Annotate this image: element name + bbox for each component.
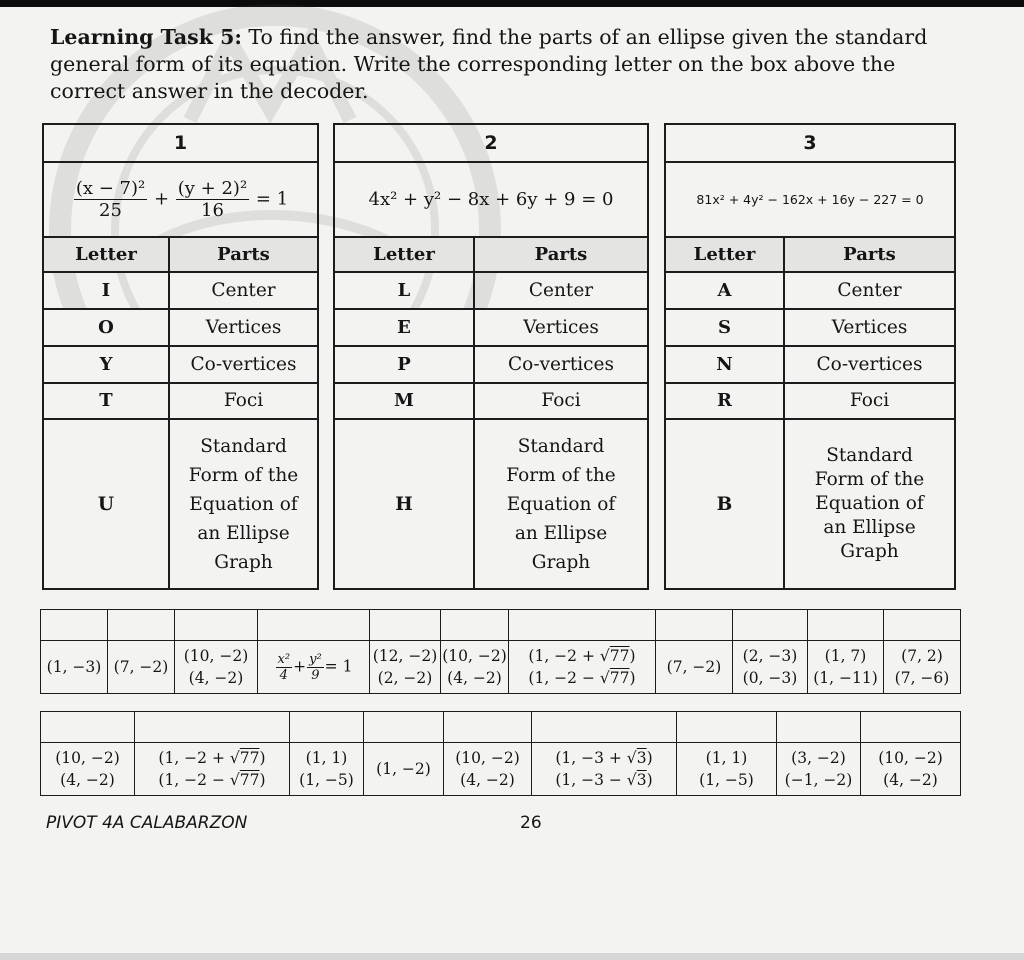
part-cell: Center — [169, 272, 318, 309]
answer-cell: (1, −3) — [41, 641, 108, 694]
equation-2: 4x² + y² − 8x + 6y + 9 = 0 — [334, 162, 648, 238]
answer-box[interactable] — [108, 610, 175, 641]
answer-cell: (1, −2 + √77) (1, −2 − √77) — [135, 743, 290, 796]
parts-table-2 — [333, 123, 649, 590]
column-header-letter: Letter — [43, 237, 169, 272]
answer-cell: (7, −2) — [656, 641, 733, 694]
answer-box[interactable] — [370, 610, 441, 641]
answer-cell: (10, −2) (4, −2) — [444, 743, 532, 796]
answer-box[interactable] — [135, 712, 290, 743]
column-header-letter: Letter — [665, 237, 784, 272]
answer-cell: (1, −2 + √77) (1, −2 − √77) — [509, 641, 656, 694]
answer-box[interactable] — [861, 712, 961, 743]
part-cell: Foci — [169, 383, 318, 420]
part-cell: Co-vertices — [784, 346, 955, 383]
answer-cell: (12, −2) (2, −2) — [370, 641, 441, 694]
answer-cell: (1, −2) — [364, 743, 444, 796]
part-cell: Vertices — [169, 309, 318, 346]
letter-cell: R — [665, 383, 784, 420]
answer-cell: (3, −2) (−1, −2) — [777, 743, 861, 796]
letter-cell: U — [43, 419, 169, 589]
letter-cell: O — [43, 309, 169, 346]
answer-cell: $\frac{\text{x²}}{4}$ + $\frac{\text{y²}}{9}$ = 1 — [258, 641, 370, 694]
answer-box[interactable] — [677, 712, 777, 743]
fraction-y: $\frac{\text{(y + 2)²}}{16}$ — [177, 178, 248, 222]
decoder-row-2 — [40, 711, 961, 796]
letter-cell: B — [665, 419, 784, 589]
table-number: 3 — [665, 124, 955, 162]
letter-cell: A — [665, 272, 784, 309]
column-header-parts: Parts — [169, 237, 318, 272]
column-header-parts: Parts — [474, 237, 648, 272]
part-cell: Co-vertices — [169, 346, 318, 383]
answer-box[interactable] — [441, 610, 509, 641]
answer-box[interactable] — [444, 712, 532, 743]
answer-cell: (1, 7) (1, −11) — [808, 641, 884, 694]
letter-cell: E — [334, 309, 474, 346]
parts-table-3 — [664, 123, 956, 590]
task-label: Learning Task 5: — [50, 25, 242, 49]
answer-cell: (2, −3) (0, −3) — [733, 641, 808, 694]
page-number: 26 — [520, 813, 542, 833]
decoder-row-1 — [40, 609, 961, 694]
answer-box[interactable] — [777, 712, 861, 743]
answer-cell: (7, −2) — [108, 641, 175, 694]
answer-cell: (10, −2) (4, −2) — [41, 743, 135, 796]
answer-box[interactable] — [532, 712, 677, 743]
task-instructions — [50, 24, 950, 105]
answer-cell: (1, −3 + √3) (1, −3 − √3) — [532, 743, 677, 796]
answer-cell: (10, −2) (4, −2) — [441, 641, 509, 694]
answer-box[interactable] — [808, 610, 884, 641]
part-cell: Co-vertices — [474, 346, 648, 383]
column-header-parts: Parts — [784, 237, 955, 272]
answer-box[interactable] — [884, 610, 961, 641]
part-cell: Center — [474, 272, 648, 309]
letter-cell: L — [334, 272, 474, 309]
answer-cell: (10, −2) (4, −2) — [175, 641, 258, 694]
answer-box[interactable] — [41, 610, 108, 641]
footer-publisher: PIVOT 4A CALABARZON — [46, 813, 248, 833]
answer-box[interactable] — [733, 610, 808, 641]
part-cell: Vertices — [784, 309, 955, 346]
part-cell: Vertices — [474, 309, 648, 346]
answer-box[interactable] — [41, 712, 135, 743]
letter-cell: T — [43, 383, 169, 420]
answer-cell: (1, 1) (1, −5) — [290, 743, 364, 796]
answer-box[interactable] — [509, 610, 656, 641]
letter-cell: Y — [43, 346, 169, 383]
part-cell-multiline: Standard Form of the Equation of an Ellipse Graph — [169, 419, 318, 589]
answer-box[interactable] — [290, 712, 364, 743]
letter-cell: H — [334, 419, 474, 589]
part-cell-multiline: Standard Form of the Equation of an Ellipse Graph — [784, 419, 955, 589]
answer-cell: (7, 2) (7, −6) — [884, 641, 961, 694]
bottom-edge-strip — [0, 953, 1024, 960]
answer-box[interactable] — [656, 610, 733, 641]
answer-box[interactable] — [175, 610, 258, 641]
answer-box[interactable] — [364, 712, 444, 743]
column-header-letter: Letter — [334, 237, 474, 272]
letter-cell: S — [665, 309, 784, 346]
equation-3: 81x² + 4y² − 162x + 16y − 227 = 0 — [665, 162, 955, 238]
part-cell: Foci — [474, 383, 648, 420]
answer-cell: (10, −2) (4, −2) — [861, 743, 961, 796]
part-cell-multiline: Standard Form of the Equation of an Ellipse Graph — [474, 419, 648, 589]
letter-cell: P — [334, 346, 474, 383]
fraction-x: $\frac{\text{(x − 7)²}}{25}$ — [75, 178, 146, 222]
answer-cell: (1, 1) (1, −5) — [677, 743, 777, 796]
letter-cell: N — [665, 346, 784, 383]
letter-cell: M — [334, 383, 474, 420]
top-edge-bar — [0, 0, 1024, 7]
table-number: 1 — [43, 124, 318, 162]
letter-cell: I — [43, 272, 169, 309]
answer-box[interactable] — [258, 610, 370, 641]
task-text: To find the answer, find the parts of an ellipse given the standard general form of its equation. Write the corresponding letter on the box above the correct answer in the decoder. — [50, 25, 928, 103]
part-cell: Foci — [784, 383, 955, 420]
table-number: 2 — [334, 124, 648, 162]
equation-1: $\frac{\text{(x − 7)²}}{25}$ + $\frac{\text{(y + 2)²}}{16}$ = 1 — [43, 162, 318, 238]
parts-table-1 — [42, 123, 319, 590]
part-cell: Center — [784, 272, 955, 309]
